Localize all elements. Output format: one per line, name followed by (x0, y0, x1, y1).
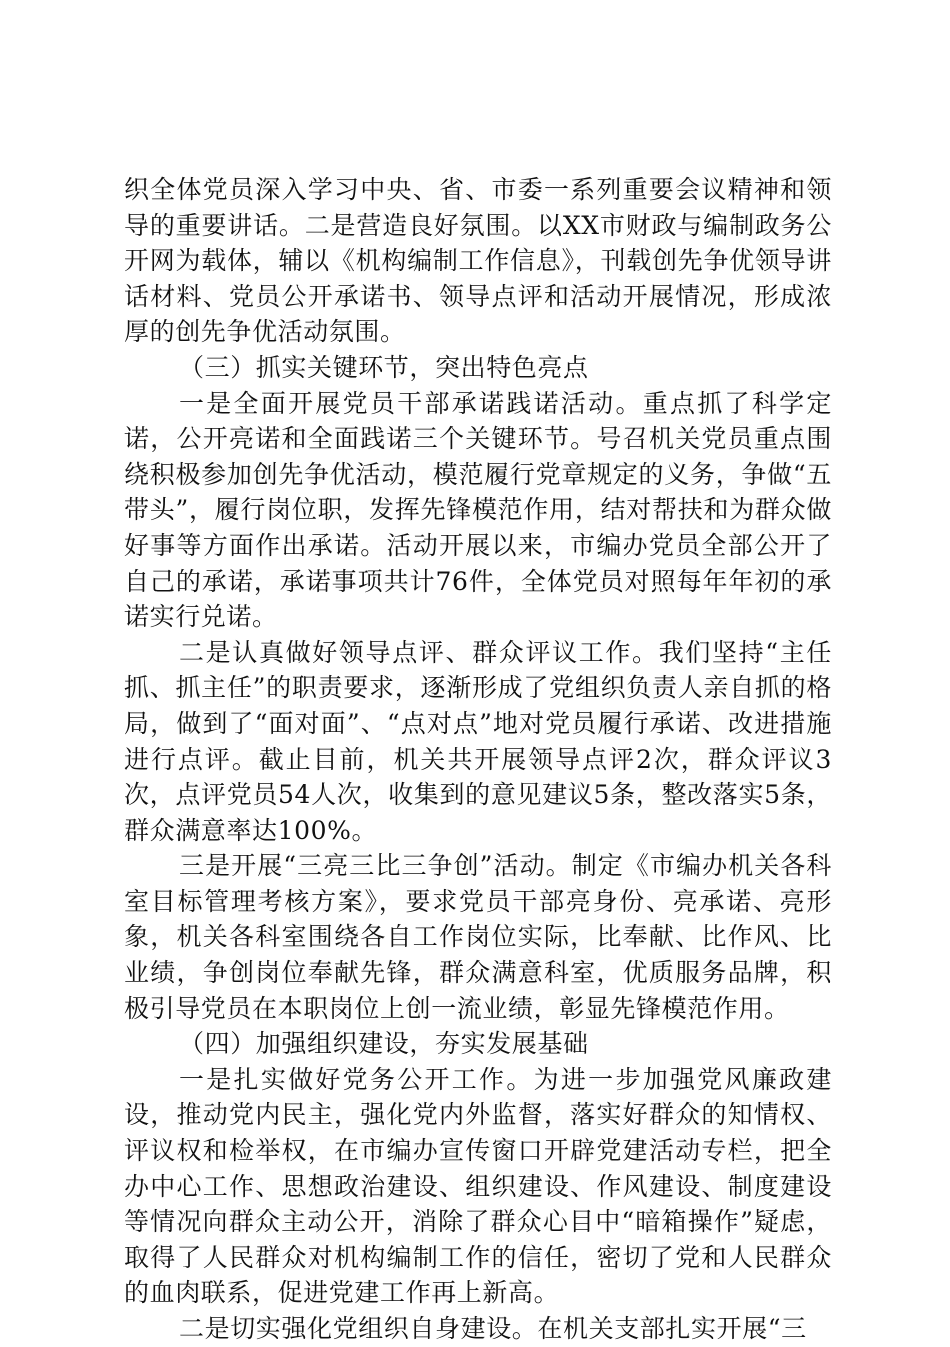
paragraph-commitment: 一是全面开展党员干部承诺践诺活动。重点抓了科学定诺，公开亮诺和全面践诺三个关键环节。号召机关党员重点围绕积极参加创先争优活动，模范履行党章规定的义务，争做“五带头”，履行岗位职，发挥先锋模范作用，结对帮扶和为群众做好事等方面作出承诺。活动开展以来，市编办党员全部公开了自己的承诺，承诺事项共计76件，全体党员对照每年年初的承诺实行兑诺。 (124, 388, 832, 632)
paragraph-party-affairs: 一是扎实做好党务公开工作。为进一步加强党风廉政建设，推动党内民主，强化党内外监督，落实好群众的知情权、评议权和检举权，在市编办宣传窗口开辟党建活动专栏，把全办中心工作、思想政治建设、组织建设、作风建设、制度建设等情况向群众主动公开，消除了群众心目中“暗箱操作”疑虑，取得了人民群众对机构编制工作的信任，密切了党和人民群众的血肉联系，促进党建工作再上新高。 (124, 1064, 832, 1308)
paragraph-review: 二是认真做好领导点评、群众评议工作。我们坚持“主任抓、抓主任”的职责要求，逐渐形成了党组织负责人亲自抓的格局，做到了“面对面”、“点对点”地对党员履行承诺、改进措施进行点评。截止目前，机关共开展领导点评2次，群众评议3次，点评党员54人次，收集到的意见建议5条，整改落实5条，群众满意率达100%。 (124, 637, 832, 845)
document-body (124, 172, 832, 1347)
paragraph-continuation: 织全体党员深入学习中央、省、市委一系列重要会议精神和领导的重要讲话。二是营造良好氛围。以XX市财政与编制政务公开网为载体，辅以《机构编制工作信息》，刊载创先争优领导讲话材料、党员公开承诺书、领导点评和活动开展情况，形成浓厚的创先争优活动氛围。 (124, 175, 832, 347)
section-heading-three: （三）抓实关键环节，突出特色亮点 (179, 352, 589, 382)
paragraph-three-shine: 三是开展“三亮三比三争创”活动。制定《市编办机关各科室目标管理考核方案》，要求党员干部亮身份、亮承诺、亮形象，机关各科室围绕各自工作岗位实际，比奉献、比作风、比业绩，争创岗位奉献先锋，群众满意科室，优质服务品牌，积极引导党员在本职岗位上创一流业绩，彰显先锋模范作用。 (124, 851, 832, 1023)
section-heading-four: （四）加强组织建设，夯实发展基础 (179, 1029, 589, 1059)
paragraph-organization: 二是切实强化党组织自身建设。在机关支部扎实开展“三 (179, 1314, 807, 1343)
